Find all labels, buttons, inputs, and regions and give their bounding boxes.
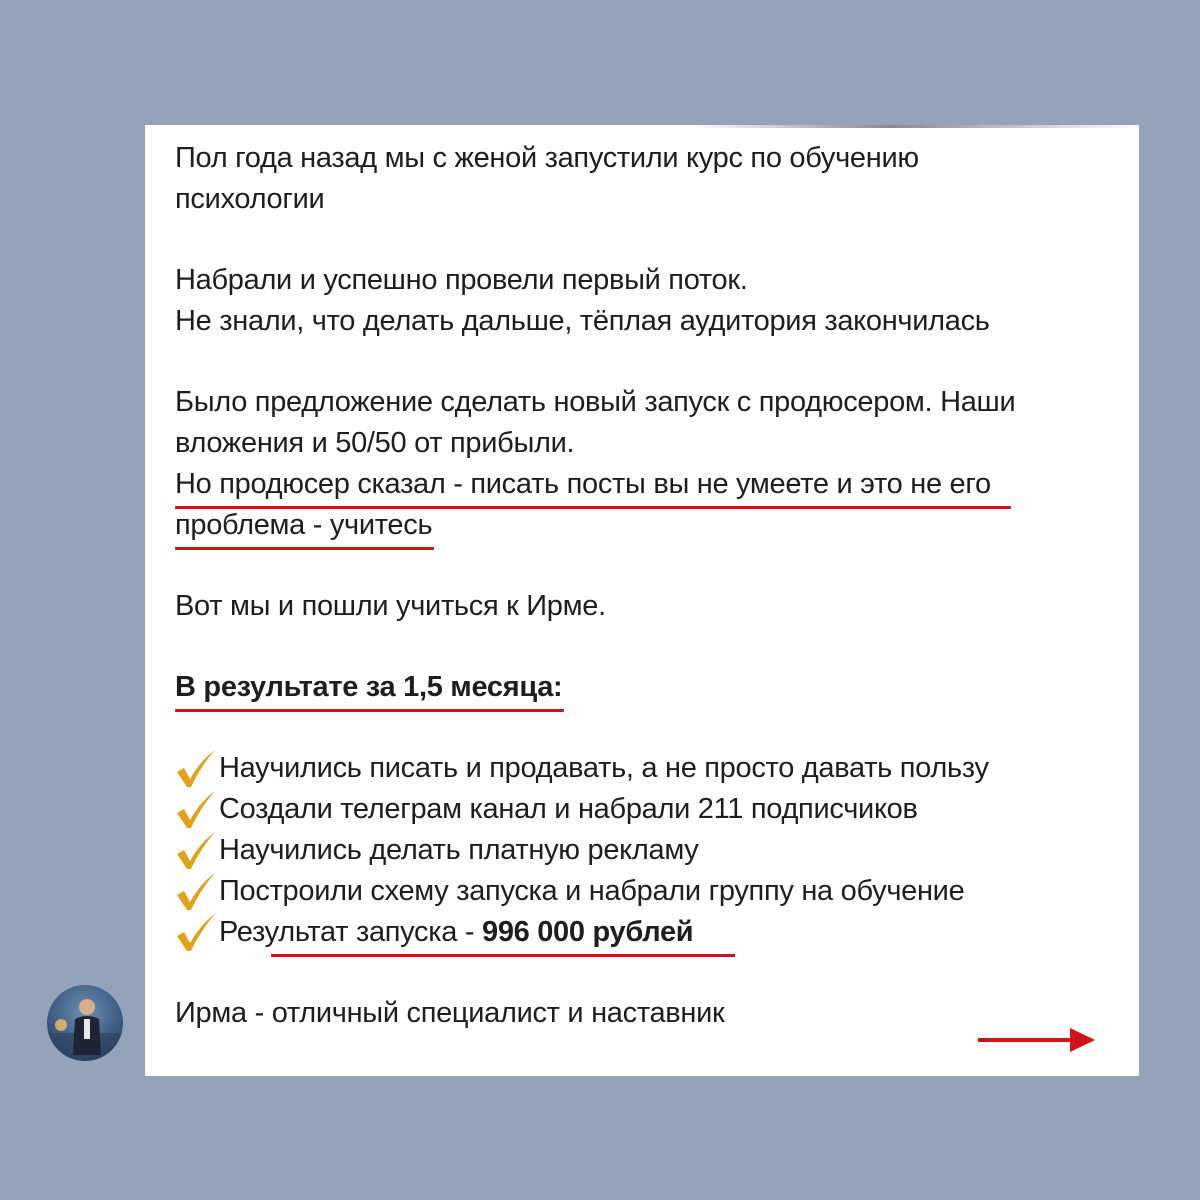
text-line: вложения и 50/50 от прибыли.	[175, 427, 575, 459]
result-text: Научились писать и продавать, а не просто давать пользу	[219, 752, 989, 784]
result-text: Построили схему запуска и набрали группу на обучение	[219, 875, 965, 907]
arrow-right-icon[interactable]	[978, 1025, 1096, 1055]
result-text: Результат запуска -	[219, 916, 482, 948]
result-underline	[271, 954, 735, 957]
person-icon	[47, 985, 123, 1061]
text-line: Пол года назад мы с женой запустили курс по обучению	[175, 142, 919, 174]
highlighted-text: Но продюсер сказал - писать посты вы не умеете и это не его	[175, 464, 991, 505]
result-item	[175, 830, 1115, 871]
result-item	[175, 912, 1115, 953]
checkmark-icon	[175, 912, 219, 953]
result-text: Создали телеграм канал и набрали 211 подписчиков	[219, 793, 918, 825]
message-text	[175, 138, 1115, 1034]
text-line: Вот мы и пошли учиться к Ирме.	[175, 590, 606, 622]
result-item	[175, 748, 1115, 789]
result-amount: 996 000 рублей	[481, 916, 694, 948]
text-line: психологии	[175, 183, 325, 215]
signoff-text: Ирма - отличный специалист и наставник	[175, 997, 725, 1029]
checkmark-icon	[175, 789, 219, 830]
result-item	[175, 871, 1115, 912]
text-line: Не знали, что делать дальше, тёплая аудитория закончилась	[175, 305, 990, 337]
checkmark-icon	[175, 748, 219, 789]
results-heading: В результате за 1,5 месяца:	[175, 667, 562, 708]
bubble-top-edge	[145, 125, 1139, 128]
result-text: Научились делать платную рекламу	[219, 834, 699, 866]
text-line: Было предложение сделать новый запуск с продюсером. Наши	[175, 386, 1016, 418]
user-avatar[interactable]	[47, 985, 123, 1061]
checkmark-icon	[175, 871, 219, 912]
result-item	[175, 789, 1115, 830]
highlighted-text: проблема - учитесь	[175, 505, 432, 546]
text-line: Набрали и успешно провели первый поток.	[175, 264, 748, 296]
checkmark-icon	[175, 830, 219, 871]
